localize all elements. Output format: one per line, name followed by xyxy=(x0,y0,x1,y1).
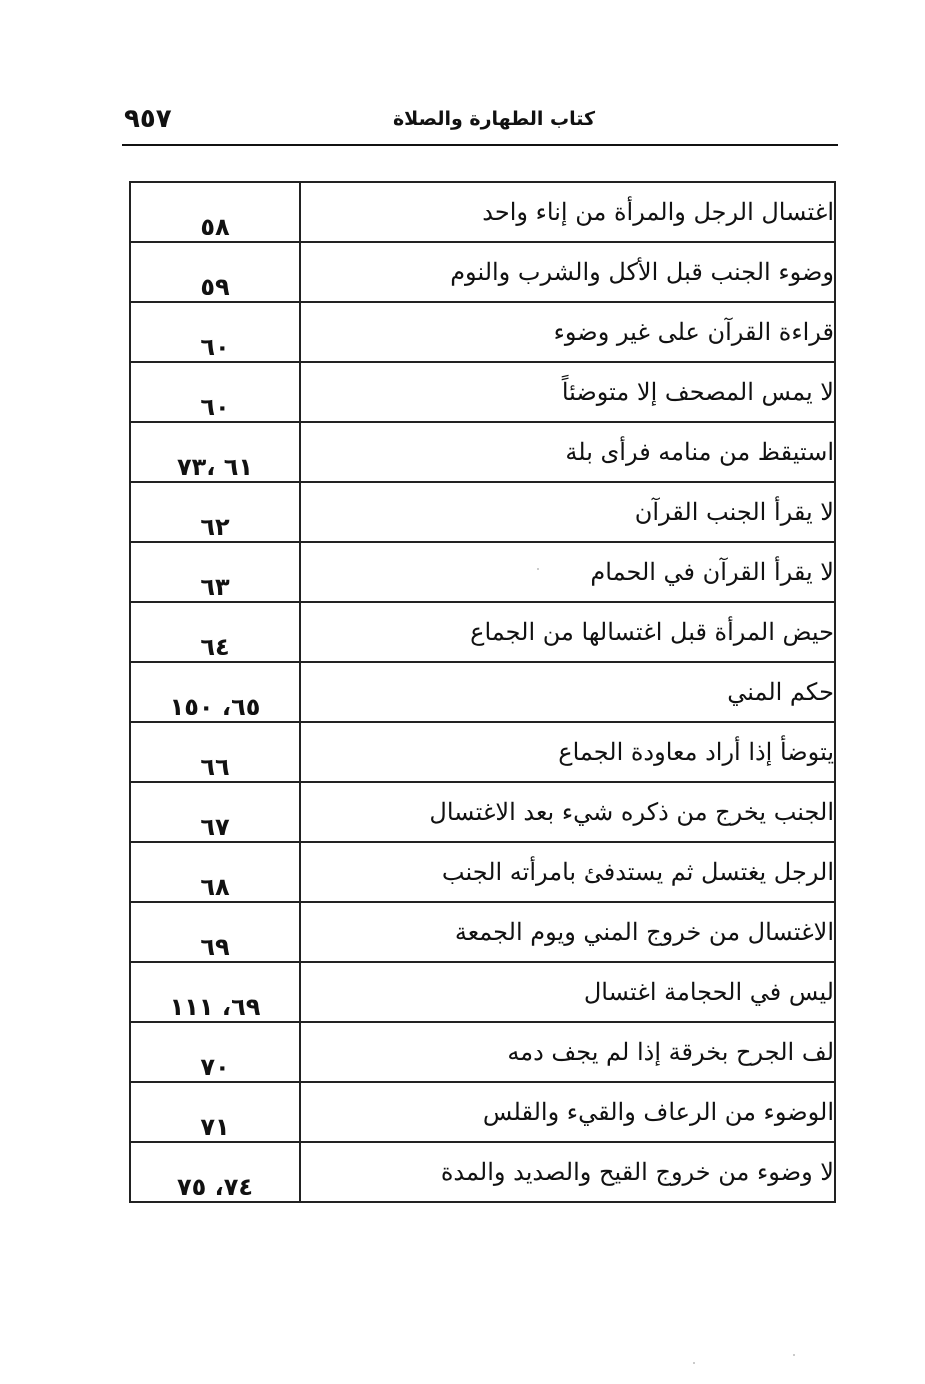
table-row xyxy=(130,422,835,482)
page-ref-cell: ٦٠ xyxy=(130,302,300,362)
topic-cell: الوضوء من الرعاف والقيء والقلس xyxy=(300,1082,835,1142)
page-ref-cell: ٦٣ xyxy=(130,542,300,602)
topic-cell: الاغتسال من خروج المني ويوم الجمعة xyxy=(300,902,835,962)
topic-cell: لا يقرأ الجنب القرآن xyxy=(300,482,835,542)
topic-cell: ليس في الحجامة اغتسال xyxy=(300,962,835,1022)
topic-cell: لا يمس المصحف إلا متوضئاً xyxy=(300,362,835,422)
table-row xyxy=(130,482,835,542)
topic-cell: لف الجرح بخرقة إذا لم يجف دمه xyxy=(300,1022,835,1082)
table-row xyxy=(130,962,835,1022)
index-table-body xyxy=(130,182,835,1202)
page-ref-cell: ٦١ ،٧٣ xyxy=(130,422,300,482)
table-row xyxy=(130,182,835,242)
table-row xyxy=(130,602,835,662)
page-ref-cell: ٦٤ xyxy=(130,602,300,662)
table-row xyxy=(130,542,835,602)
table-row xyxy=(130,662,835,722)
table-row xyxy=(130,1082,835,1142)
table-row xyxy=(130,242,835,302)
page-ref-cell: ٥٨ xyxy=(130,182,300,242)
table-row xyxy=(130,782,835,842)
table-row xyxy=(130,1022,835,1082)
page-ref-cell: ٦٢ xyxy=(130,482,300,542)
page-title: كتاب الطهارة والصلاة xyxy=(392,108,596,130)
table-row xyxy=(130,842,835,902)
topic-cell: قراءة القرآن على غير وضوء xyxy=(300,302,835,362)
page-ref-cell: ٦٩ xyxy=(130,902,300,962)
page-ref-cell: ٧٤، ٧٥ xyxy=(130,1142,300,1202)
topic-cell: لا وضوء من خروج القيح والصديد والمدة xyxy=(300,1142,835,1202)
page-ref-cell: ٦٩، ١١١ xyxy=(130,962,300,1022)
table-row xyxy=(130,1142,835,1202)
scan-speck xyxy=(793,1354,795,1356)
page-ref-cell: ٧٠ xyxy=(130,1022,300,1082)
page-header xyxy=(122,100,838,146)
page-ref-cell: ٧١ xyxy=(130,1082,300,1142)
page-number: ٩٥٧ xyxy=(124,104,172,134)
table-row xyxy=(130,902,835,962)
page-ref-cell: ٥٩ xyxy=(130,242,300,302)
topic-cell: اغتسال الرجل والمرأة من إناء واحد xyxy=(300,182,835,242)
topic-cell: وضوء الجنب قبل الأكل والشرب والنوم xyxy=(300,242,835,302)
table-row xyxy=(130,362,835,422)
page-ref-cell: ٦٨ xyxy=(130,842,300,902)
topic-cell: الجنب يخرج من ذكره شيء بعد الاغتسال xyxy=(300,782,835,842)
topic-cell: حكم المني xyxy=(300,662,835,722)
topic-cell: يتوضأ إذا أراد معاودة الجماع xyxy=(300,722,835,782)
table-row xyxy=(130,302,835,362)
page-ref-cell: ٦٧ xyxy=(130,782,300,842)
page-ref-cell: ٦٦ xyxy=(130,722,300,782)
scan-speck xyxy=(693,1362,695,1364)
topic-cell: لا يقرأ القرآن في الحمام xyxy=(300,542,835,602)
page-ref-cell: ٦٠ xyxy=(130,362,300,422)
scan-speck xyxy=(537,568,539,570)
topic-cell: استيقظ من منامه فرأى بلة xyxy=(300,422,835,482)
page-ref-cell: ٦٥، ١٥٠ xyxy=(130,662,300,722)
topic-cell: الرجل يغتسل ثم يستدفئ بامرأته الجنب xyxy=(300,842,835,902)
topic-cell: حيض المرأة قبل اغتسالها من الجماع xyxy=(300,602,835,662)
table-row xyxy=(130,722,835,782)
index-table xyxy=(129,181,836,1203)
